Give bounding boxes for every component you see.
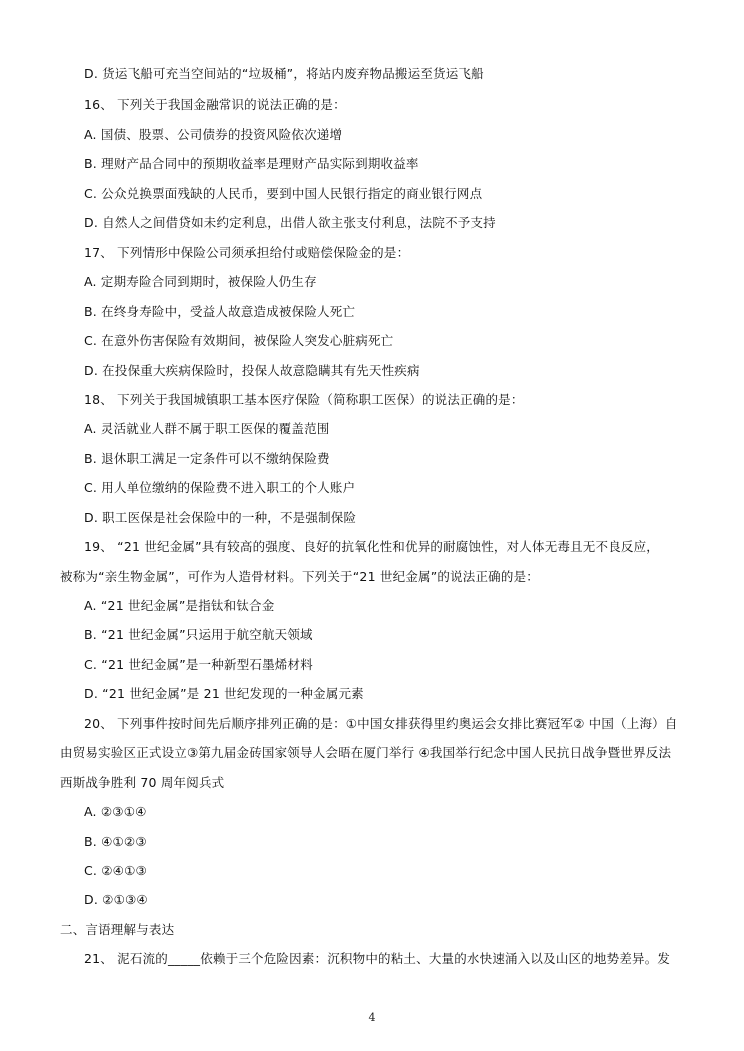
q20-stem-continued-1: 由贸易实验区正式设立③第九届金砖国家领导人会晤在厦门举行 ④我国举行纪念中国人民抗日战争暨世界反法 xyxy=(60,745,672,760)
q17-option-b: B. 在终身寿险中，受益人故意造成被保险人死亡 xyxy=(84,304,356,319)
q19-stem-continued: 被称为“亲生物金属”，可作为人造骨材料。下列关于“21 世纪金属”的说法正确的是： xyxy=(60,569,539,584)
q19-option-a: A. “21 世纪金属”是指钛和钛合金 xyxy=(84,598,275,613)
q16-option-b: B. 理财产品合同中的预期收益率是理财产品实际到期收益率 xyxy=(84,156,419,171)
q20-option-d: D. ②①③④ xyxy=(84,892,148,907)
q18-option-c: C. 用人单位缴纳的保险费不进入职工的个人账户 xyxy=(84,480,356,495)
q16-stem: 16、 下列关于我国金融常识的说法正确的是： xyxy=(84,97,346,112)
q20-stem-continued-2: 西斯战争胜利 70 周年阅兵式 xyxy=(60,775,225,790)
q19-option-c: C. “21 世纪金属”是一种新型石墨烯材料 xyxy=(84,657,313,672)
q17-option-d: D. 在投保重大疾病保险时，投保人故意隐瞒其有先天性疾病 xyxy=(84,363,420,378)
q16-option-c: C. 公众兑换票面残缺的人民币，要到中国人民银行指定的商业银行网点 xyxy=(84,186,483,201)
q17-option-a: A. 定期寿险合同到期时，被保险人仍生存 xyxy=(84,274,317,289)
q20-option-b: B. ④①②③ xyxy=(84,834,147,849)
page-number: 4 xyxy=(368,1011,376,1024)
q18-option-a: A. 灵活就业人群不属于职工医保的覆盖范围 xyxy=(84,421,330,436)
q19-option-d: D. “21 世纪金属”是 21 世纪发现的一种金属元素 xyxy=(84,686,364,701)
section-heading: 二、言语理解与表达 xyxy=(60,922,175,937)
q18-option-b: B. 退休职工满足一定条件可以不缴纳保险费 xyxy=(84,451,330,466)
q17-stem: 17、 下列情形中保险公司须承担给付或赔偿保险金的是： xyxy=(84,245,410,260)
q18-option-d: D. 职工医保是社会保险中的一种，不是强制保险 xyxy=(84,510,357,525)
q16-option-d: D. 自然人之间借贷如未约定利息，出借人欲主张支付利息，法院不予支持 xyxy=(84,215,496,230)
q19-stem: 19、 “21 世纪金属”具有较高的强度、良好的抗氧化性和优异的耐腐蚀性，对人体无毒且无不良反应， xyxy=(84,539,660,554)
q17-option-c: C. 在意外伤害保险有效期间，被保险人突发心脏病死亡 xyxy=(84,333,394,348)
q18-stem: 18、 下列关于我国城镇职工基本医疗保险（简称职工医保）的说法正确的是： xyxy=(84,392,524,407)
q15-option-d: D. 货运飞船可充当空间站的“垃圾桶”，将站内废弃物品搬运至货运飞船 xyxy=(84,66,484,81)
q20-option-c: C. ②④①③ xyxy=(84,863,147,878)
q19-option-b: B. “21 世纪金属”只运用于航空航天领域 xyxy=(84,627,313,642)
q21-stem: 21、 泥石流的_____依赖于三个危险因素：沉积物中的粘土、大量的水快速涌入以及山区的地势差异。发 xyxy=(84,951,671,966)
q20-option-a: A. ②③①④ xyxy=(84,804,147,819)
q16-option-a: A. 国债、股票、公司债券的投资风险依次递增 xyxy=(84,127,343,142)
q20-stem: 20、 下列事件按时间先后顺序排列正确的是：①中国女排获得里约奥运会女排比赛冠军② 中国（上海）自 xyxy=(84,716,678,731)
